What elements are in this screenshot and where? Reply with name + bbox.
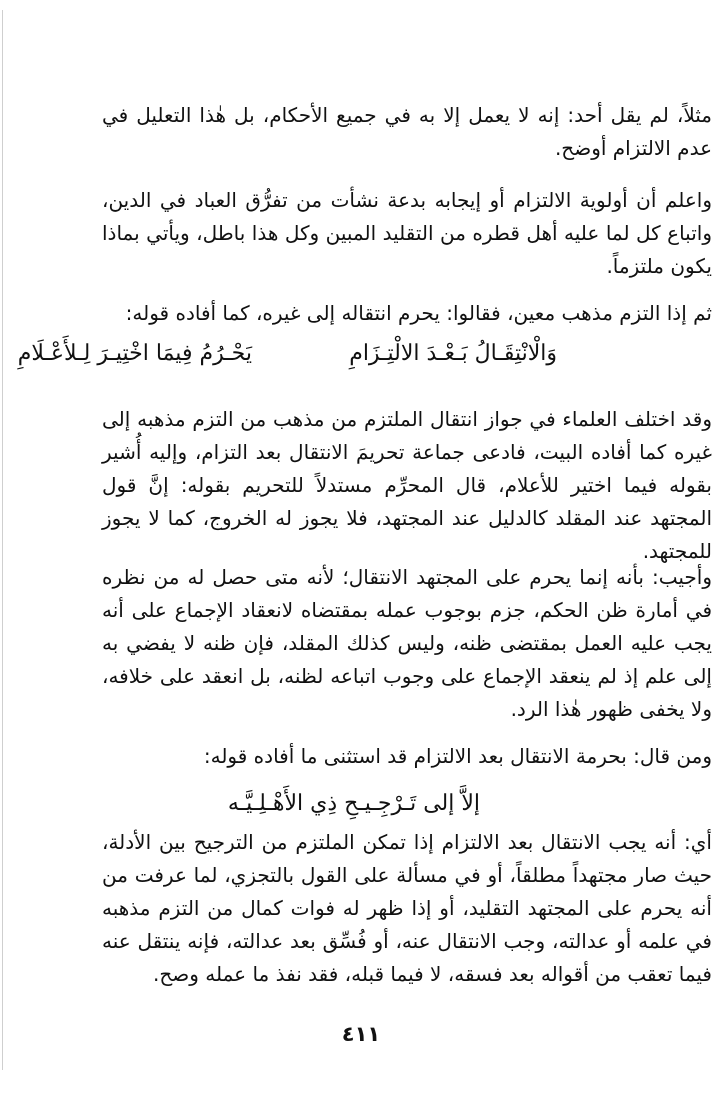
verse-second: إلاَّ إلى تَـرْجِـيـحِ ذِي الأَهْـلِـيَّـه [227,791,480,816]
paragraph-6: ومن قال: بحرمة الانتقال بعد الالتزام قد استثنى ما أفاده قوله: [203,744,712,768]
paragraph-1: مثلاً، لم يقل أحد: إنه لا يعمل إلا به في جميع الأحكام، بل هٰذا التعليل في عدم الالتزام أوضح. [102,103,712,160]
verse-second-hemistich: يَحْـرُمُ فِيمَا اخْتِيـرَ لِـلأَعْـلَامِ [17,341,252,366]
paragraph-3: ثم إذا التزم مذهب معين، فقالوا: يحرم انتقاله إلى غيره، كما أفاده قوله: [125,301,712,325]
paragraph-2: واعلم أن أولوية الالتزام أو إيجابه بدعة نشأت من تفرُّق العباد في الدين، واتباع كل لما عليه أهل قطره من التقليد المبين وكل هذا باطل، ويأتي بماذا يكون ملتزماً. [102,188,712,278]
scan-edge-line [2,10,3,1070]
paragraph-5: وأجيب: بأنه إنما يحرم على المجتهد الانتقال؛ لأنه متى حصل له من نظره في أمارة ظن الحكم، جزم بوجوب عمله بمقتضاه لانعقاد الإجماع على أنه يجب عليه العمل بمقتضى ظنه، وليس كذلك المقلد، فإن ظنه لا يفضي به إلى علم إذ لم ينعقد الإجماع على وجوب اتباعه لظنه، بل انعقد على خلافه، ولا يخفى ظهور هٰذا الرد. [102,565,712,721]
verse-first-hemistich: وَالْانْتِقَـالُ بَـعْـدَ الالْتِـزَامِ [349,341,557,366]
page-number: ٤١١ [341,1022,381,1046]
paragraph-4: وقد اختلف العلماء في جواز انتقال الملتزم من مذهب من التزم مذهبه إلى غيره كما أفاده البيت، فادعى جماعة تحريمَ الانتقال بعد التزام، وإليه أُشير بقوله فيما اختير للأعلام، قال المحرِّم مستدلاً للتحريم بقوله: إنَّ قول المجتهد عند المقلد كالدليل عند المجتهد، فلا يجوز له الخروج، كما لا يجوز للمجتهد. [102,407,712,563]
paragraph-7: أي: أنه يجب الانتقال بعد الالتزام إذا تمكن الملتزم من الترجيح بين الأدلة، حيث صار مجتهداً مطلقاً، أو في مسألة على القول بالتجزي، لما عرفت من أنه يحرم على المجتهد التقليد، أو إذا ظهر له فوات كمال من التزم مذهبه في علمه أو عدالته، وجب الانتقال عنه، أو فُسِّق بعد عدالته، فإنه ينتقل عنه فيما تعقب من أقواله بعد فسقه، لا فيما قبله، فقد نفذ ما عمله وصح. [102,830,712,986]
